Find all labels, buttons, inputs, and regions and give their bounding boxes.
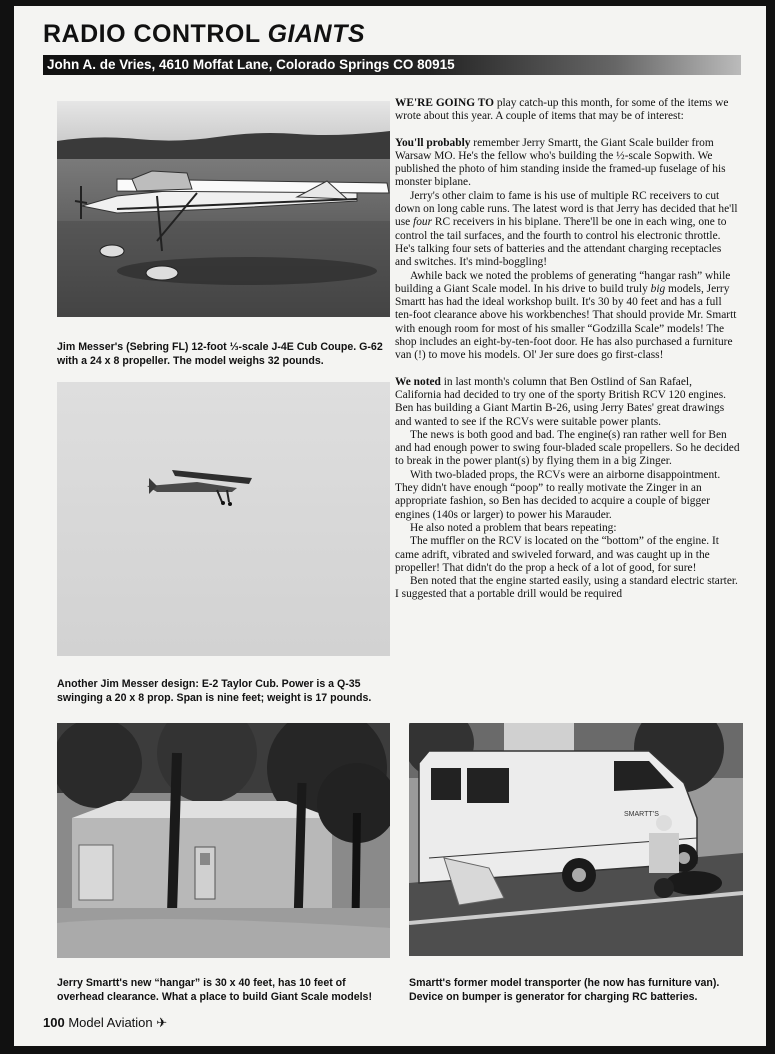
paragraph bbox=[395, 97, 740, 124]
caption-van: Smartt's former model transporter (he now has furniture van). Device on bumper is generator for charging RC batteries. bbox=[409, 977, 720, 1003]
photo-taylor-cub bbox=[57, 382, 390, 656]
paragraph bbox=[395, 270, 740, 363]
van-side-text: SMARTT’S bbox=[624, 811, 659, 818]
title-main: RADIO CONTROL bbox=[43, 20, 261, 48]
hangar-image bbox=[57, 723, 390, 958]
plane-arrow-icon: ✈ bbox=[156, 1015, 168, 1030]
paragraph: Ben noted that the engine started easily, using a standard electric starter. I suggested that a portable drill would be required bbox=[395, 575, 738, 601]
paragraph: He also noted a problem that bears repeating: bbox=[410, 521, 617, 534]
paragraph-text: in last month's column that Ben Ostlind of San Rafael, California had decided to try one of the sporty British RCV 120 engines. Ben has building a Giant Martin B-26, using Jerry Bates' great drawings and wanted to see if the RCVs were suitable power plants. bbox=[395, 375, 727, 428]
van-image bbox=[409, 723, 743, 956]
cub-coupe-image bbox=[57, 101, 390, 317]
paragraph bbox=[395, 137, 740, 190]
taylor-cub-image bbox=[57, 382, 390, 656]
lead-in: WE'RE GOING TO bbox=[395, 97, 494, 109]
paragraph-text: play catch-up this month, for some of the items we wrote about this year. A couple of items that may be of interest: bbox=[395, 97, 729, 123]
paragraph: The news is both good and bad. The engine(s) ran rather well for Ben and had enough power to swing four-bladed scale propellers. So he decided to break in the power plant(s) by flying them in a big Zinger. bbox=[395, 428, 740, 468]
paragraph-text: RC receivers in his biplane. There'll be one in each wing, one to control the tail surfaces, and the fourth to control his electronic throttle. He's talking four sets of batteries and the attendant charging receptacles and switches. It's mind-boggling! bbox=[395, 216, 727, 269]
emphasis: big bbox=[650, 282, 666, 295]
lead-in: We noted bbox=[395, 375, 441, 388]
photo-cub-coupe bbox=[57, 101, 390, 317]
paragraph bbox=[395, 376, 740, 429]
column-title bbox=[43, 20, 365, 49]
photo-hangar bbox=[57, 723, 390, 958]
paragraph: The muffler on the RCV is located on the “bottom” of the engine. It came adrift, vibrated and swiveled forward, and was caught up in the propeller! That didn't do the prop a heck of a lot of good, for sure! bbox=[395, 535, 719, 574]
page-footer bbox=[43, 1015, 167, 1031]
caption-cub-coupe: Jim Messer's (Sebring FL) 12-foot ⅓-scale J-4E Cub Coupe. G-62 with a 24 x 8 propeller. The model weighs 32 pounds. bbox=[57, 341, 383, 367]
title-italic: GIANTS bbox=[267, 20, 366, 48]
caption-hangar: Jerry Smartt's new “hangar” is 30 x 40 feet, has 10 feet of overhead clearance. What a place to build Giant Scale models! bbox=[57, 977, 372, 1003]
paragraph-text: Jerry's other claim to fame is his use of multiple RC receivers to cut down on long cable runs. The latest word is that Jerry has decided that he'll use bbox=[395, 189, 738, 229]
emphasis: four bbox=[413, 216, 433, 229]
magazine-name: Model Aviation bbox=[68, 1015, 153, 1030]
paragraph-text: Awhile back we noted the problems of generating “hangar rash” while building a Giant Scale model. In his drive to build truly bbox=[395, 269, 731, 295]
paragraph-text: remember Jerry Smartt, the Giant Scale builder from Warsaw MO. He's the fellow who's building the ½-scale Sopwith. We published the photo of him standing inside the framed-up fuselage of his monster biplane. bbox=[395, 136, 726, 189]
paragraph-text: models, Jerry Smartt has had the ideal workshop built. It's 30 by 40 feet and has a full ten-foot clearance above his workbenches! That should provide Mr. Smartt with enough room for most of his smaller “Godzilla Scale” models! The shop includes an eight-by-ten-foot door. He has also purchased a furniture van (!) to move his models. Ol' Jer sure does go first-class! bbox=[395, 282, 737, 362]
article-body bbox=[395, 97, 740, 602]
author-byline: John A. de Vries, 4610 Moffat Lane, Colorado Springs CO 80915 bbox=[43, 55, 741, 75]
photo-van bbox=[409, 723, 743, 956]
page-number: 100 bbox=[43, 1015, 65, 1030]
paragraph: With two-bladed props, the RCVs were an airborne disappointment. They didn't have enough “poop” to really motivate the Zinger in an appropriate fashion, so Ben has decided to acquire a couple of bigger engines (140s or larger) to power his Marauder. bbox=[395, 468, 721, 521]
paragraph bbox=[395, 190, 740, 270]
lead-in: You'll probably bbox=[395, 136, 471, 149]
caption-taylor-cub: Another Jim Messer design: E-2 Taylor Cub. Power is a Q-35 swinging a 20 x 8 prop. Span is nine feet; weight is 17 pounds. bbox=[57, 678, 372, 704]
